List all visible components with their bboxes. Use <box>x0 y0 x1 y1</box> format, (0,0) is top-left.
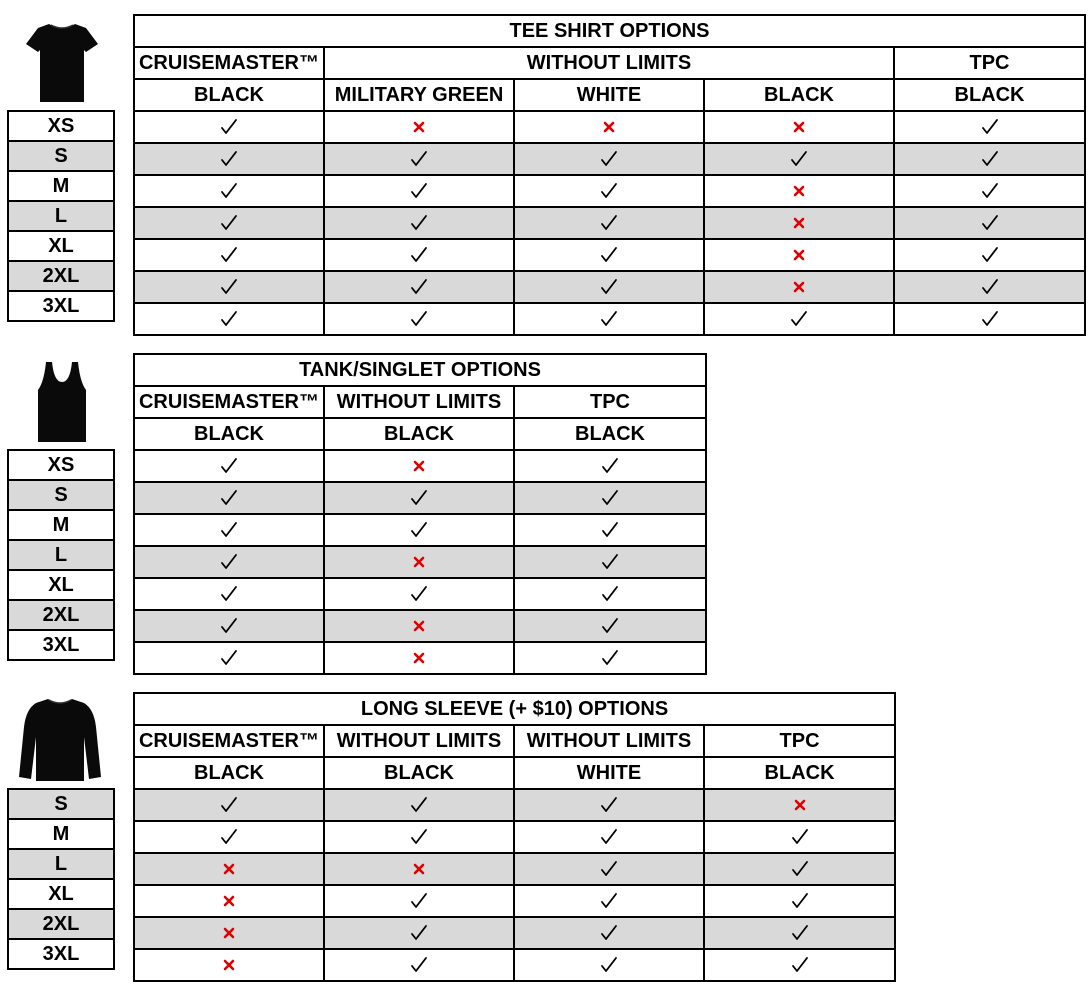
size-label: S <box>7 788 115 820</box>
unavailable-cell <box>134 917 324 949</box>
check-icon <box>600 648 620 668</box>
check-icon <box>600 520 620 540</box>
table-title: TEE SHIRT OPTIONS <box>134 15 1085 47</box>
check-icon <box>790 859 810 879</box>
color-header: BLACK <box>324 418 514 450</box>
size-label: L <box>7 539 115 571</box>
table-row <box>134 143 1085 175</box>
check-icon <box>219 520 239 540</box>
cross-icon <box>789 245 809 265</box>
check-icon <box>409 584 429 604</box>
available-cell <box>324 514 514 546</box>
unavailable-cell <box>324 853 514 885</box>
check-icon <box>409 923 429 943</box>
check-icon <box>600 488 620 508</box>
available-cell <box>704 853 895 885</box>
check-icon <box>599 181 619 201</box>
brand-header: WITHOUT LIMITS <box>324 386 514 418</box>
check-icon <box>219 488 239 508</box>
cross-icon <box>409 859 429 879</box>
color-header: BLACK <box>704 757 895 789</box>
available-cell <box>514 853 704 885</box>
available-cell <box>704 821 895 853</box>
size-label: 2XL <box>7 908 115 940</box>
size-label: XS <box>7 449 115 481</box>
available-cell <box>894 175 1085 207</box>
color-header: BLACK <box>894 79 1085 111</box>
available-cell <box>514 578 706 610</box>
size-label: M <box>7 170 115 202</box>
size-label: 3XL <box>7 290 115 322</box>
check-icon <box>409 181 429 201</box>
available-cell <box>134 546 324 578</box>
check-icon <box>599 309 619 329</box>
table-title: LONG SLEEVE (+ $10) OPTIONS <box>134 693 895 725</box>
unavailable-cell <box>704 111 894 143</box>
unavailable-cell <box>514 111 704 143</box>
check-icon <box>409 520 429 540</box>
check-icon <box>599 923 619 943</box>
available-cell <box>134 482 324 514</box>
available-cell <box>324 207 514 239</box>
unavailable-cell <box>324 111 514 143</box>
check-icon <box>409 827 429 847</box>
size-label: 3XL <box>7 629 115 661</box>
available-cell <box>134 821 324 853</box>
available-cell <box>894 111 1085 143</box>
color-header: BLACK <box>134 418 324 450</box>
size-label: 3XL <box>7 938 115 970</box>
available-cell <box>704 949 895 981</box>
available-cell <box>134 175 324 207</box>
cross-icon <box>790 795 810 815</box>
unavailable-cell <box>324 610 514 642</box>
available-cell <box>134 578 324 610</box>
available-cell <box>324 917 514 949</box>
available-cell <box>134 514 324 546</box>
table-row <box>134 271 1085 303</box>
check-icon <box>219 245 239 265</box>
color-header: WHITE <box>514 79 704 111</box>
available-cell <box>514 514 706 546</box>
available-cell <box>134 642 324 674</box>
tee-shirt-icon <box>24 20 100 104</box>
size-label: M <box>7 509 115 541</box>
check-icon <box>980 245 1000 265</box>
check-icon <box>409 891 429 911</box>
long-sleeve-size-column <box>7 788 115 970</box>
check-icon <box>409 795 429 815</box>
unavailable-cell <box>704 175 894 207</box>
available-cell <box>324 482 514 514</box>
available-cell <box>134 239 324 271</box>
color-header: WHITE <box>514 757 704 789</box>
available-cell <box>894 239 1085 271</box>
tank-options-table <box>133 353 707 675</box>
available-cell <box>324 271 514 303</box>
available-cell <box>514 207 704 239</box>
check-icon <box>219 181 239 201</box>
color-header: BLACK <box>514 418 706 450</box>
table-row <box>134 885 895 917</box>
size-label: L <box>7 200 115 232</box>
cross-icon <box>409 117 429 137</box>
long-sleeve-shirt-icon <box>18 697 102 783</box>
cross-icon <box>409 456 429 476</box>
cross-icon <box>789 181 809 201</box>
tank-singlet-icon <box>36 360 88 444</box>
available-cell <box>514 821 704 853</box>
unavailable-cell <box>134 949 324 981</box>
brand-header: CRUISEMASTER™ <box>134 725 324 757</box>
check-icon <box>219 213 239 233</box>
table-row <box>134 917 895 949</box>
unavailable-cell <box>324 642 514 674</box>
cross-icon <box>409 552 429 572</box>
check-icon <box>790 955 810 975</box>
available-cell <box>514 546 706 578</box>
size-label: XS <box>7 110 115 142</box>
check-icon <box>409 488 429 508</box>
available-cell <box>514 450 706 482</box>
available-cell <box>134 789 324 821</box>
unavailable-cell <box>324 546 514 578</box>
color-header: MILITARY GREEN <box>324 79 514 111</box>
available-cell <box>514 789 704 821</box>
available-cell <box>514 610 706 642</box>
size-label: XL <box>7 878 115 910</box>
check-icon <box>219 309 239 329</box>
check-icon <box>409 277 429 297</box>
size-label: XL <box>7 569 115 601</box>
check-icon <box>790 827 810 847</box>
table-row <box>134 949 895 981</box>
check-icon <box>219 827 239 847</box>
table-row <box>134 578 706 610</box>
check-icon <box>219 117 239 137</box>
color-header: BLACK <box>134 757 324 789</box>
unavailable-cell <box>324 450 514 482</box>
available-cell <box>324 175 514 207</box>
cross-icon <box>409 648 429 668</box>
available-cell <box>894 303 1085 335</box>
check-icon <box>600 616 620 636</box>
cross-icon <box>219 891 239 911</box>
check-icon <box>219 616 239 636</box>
size-label: 2XL <box>7 260 115 292</box>
table-row <box>134 514 706 546</box>
cross-icon <box>409 616 429 636</box>
available-cell <box>324 143 514 175</box>
table-row <box>134 482 706 514</box>
check-icon <box>409 309 429 329</box>
table-row <box>134 789 895 821</box>
brand-header: WITHOUT LIMITS <box>514 725 704 757</box>
size-label: M <box>7 818 115 850</box>
check-icon <box>790 891 810 911</box>
available-cell <box>514 271 704 303</box>
color-header: BLACK <box>134 79 324 111</box>
check-icon <box>219 584 239 604</box>
color-header: BLACK <box>324 757 514 789</box>
tee-options-table <box>133 14 1086 336</box>
cross-icon <box>789 213 809 233</box>
available-cell <box>134 111 324 143</box>
color-header: BLACK <box>704 79 894 111</box>
available-cell <box>324 578 514 610</box>
check-icon <box>980 117 1000 137</box>
available-cell <box>324 885 514 917</box>
available-cell <box>704 917 895 949</box>
brand-header: WITHOUT LIMITS <box>324 725 514 757</box>
cross-icon <box>789 117 809 137</box>
available-cell <box>324 821 514 853</box>
check-icon <box>600 552 620 572</box>
available-cell <box>894 271 1085 303</box>
table-row <box>134 853 895 885</box>
available-cell <box>704 885 895 917</box>
table-row <box>134 642 706 674</box>
table-row <box>134 111 1085 143</box>
check-icon <box>219 456 239 476</box>
check-icon <box>599 149 619 169</box>
check-icon <box>599 795 619 815</box>
brand-header: TPC <box>894 47 1085 79</box>
table-row <box>134 175 1085 207</box>
tee-size-column <box>7 110 115 322</box>
table-row <box>134 610 706 642</box>
available-cell <box>324 303 514 335</box>
long-sleeve-options-table <box>133 692 896 982</box>
available-cell <box>134 143 324 175</box>
check-icon <box>599 277 619 297</box>
check-icon <box>409 149 429 169</box>
available-cell <box>704 143 894 175</box>
tank-size-column <box>7 449 115 661</box>
check-icon <box>980 149 1000 169</box>
table-row <box>134 450 706 482</box>
available-cell <box>704 303 894 335</box>
unavailable-cell <box>704 789 895 821</box>
brand-header: TPC <box>514 386 706 418</box>
brand-header: WITHOUT LIMITS <box>324 47 894 79</box>
check-icon <box>409 213 429 233</box>
table-row <box>134 821 895 853</box>
unavailable-cell <box>704 271 894 303</box>
cross-icon <box>219 859 239 879</box>
table-row <box>134 546 706 578</box>
table-title: TANK/SINGLET OPTIONS <box>134 354 706 386</box>
unavailable-cell <box>704 207 894 239</box>
size-label: 2XL <box>7 599 115 631</box>
check-icon <box>219 648 239 668</box>
brand-header: TPC <box>704 725 895 757</box>
unavailable-cell <box>134 853 324 885</box>
check-icon <box>219 149 239 169</box>
available-cell <box>134 271 324 303</box>
available-cell <box>894 143 1085 175</box>
check-icon <box>599 955 619 975</box>
check-icon <box>600 456 620 476</box>
check-icon <box>600 584 620 604</box>
check-icon <box>219 277 239 297</box>
size-label: XL <box>7 230 115 262</box>
check-icon <box>980 213 1000 233</box>
available-cell <box>514 642 706 674</box>
available-cell <box>134 303 324 335</box>
table-row <box>134 239 1085 271</box>
available-cell <box>324 789 514 821</box>
available-cell <box>514 482 706 514</box>
check-icon <box>790 923 810 943</box>
size-label: S <box>7 479 115 511</box>
cross-icon <box>219 923 239 943</box>
available-cell <box>514 917 704 949</box>
size-label: L <box>7 848 115 880</box>
check-icon <box>599 213 619 233</box>
available-cell <box>134 207 324 239</box>
available-cell <box>514 949 704 981</box>
check-icon <box>599 245 619 265</box>
check-icon <box>409 955 429 975</box>
cross-icon <box>789 277 809 297</box>
check-icon <box>219 795 239 815</box>
brand-header: CRUISEMASTER™ <box>134 47 324 79</box>
available-cell <box>514 175 704 207</box>
check-icon <box>219 552 239 572</box>
check-icon <box>789 149 809 169</box>
check-icon <box>980 181 1000 201</box>
table-row <box>134 207 1085 239</box>
unavailable-cell <box>134 885 324 917</box>
unavailable-cell <box>704 239 894 271</box>
cross-icon <box>599 117 619 137</box>
table-row <box>134 303 1085 335</box>
check-icon <box>599 891 619 911</box>
available-cell <box>514 239 704 271</box>
check-icon <box>980 277 1000 297</box>
check-icon <box>980 309 1000 329</box>
available-cell <box>324 949 514 981</box>
check-icon <box>599 859 619 879</box>
available-cell <box>514 303 704 335</box>
check-icon <box>789 309 809 329</box>
available-cell <box>134 610 324 642</box>
available-cell <box>324 239 514 271</box>
available-cell <box>514 885 704 917</box>
check-icon <box>599 827 619 847</box>
size-label: S <box>7 140 115 172</box>
available-cell <box>514 143 704 175</box>
brand-header: CRUISEMASTER™ <box>134 386 324 418</box>
cross-icon <box>219 955 239 975</box>
available-cell <box>134 450 324 482</box>
check-icon <box>409 245 429 265</box>
available-cell <box>894 207 1085 239</box>
